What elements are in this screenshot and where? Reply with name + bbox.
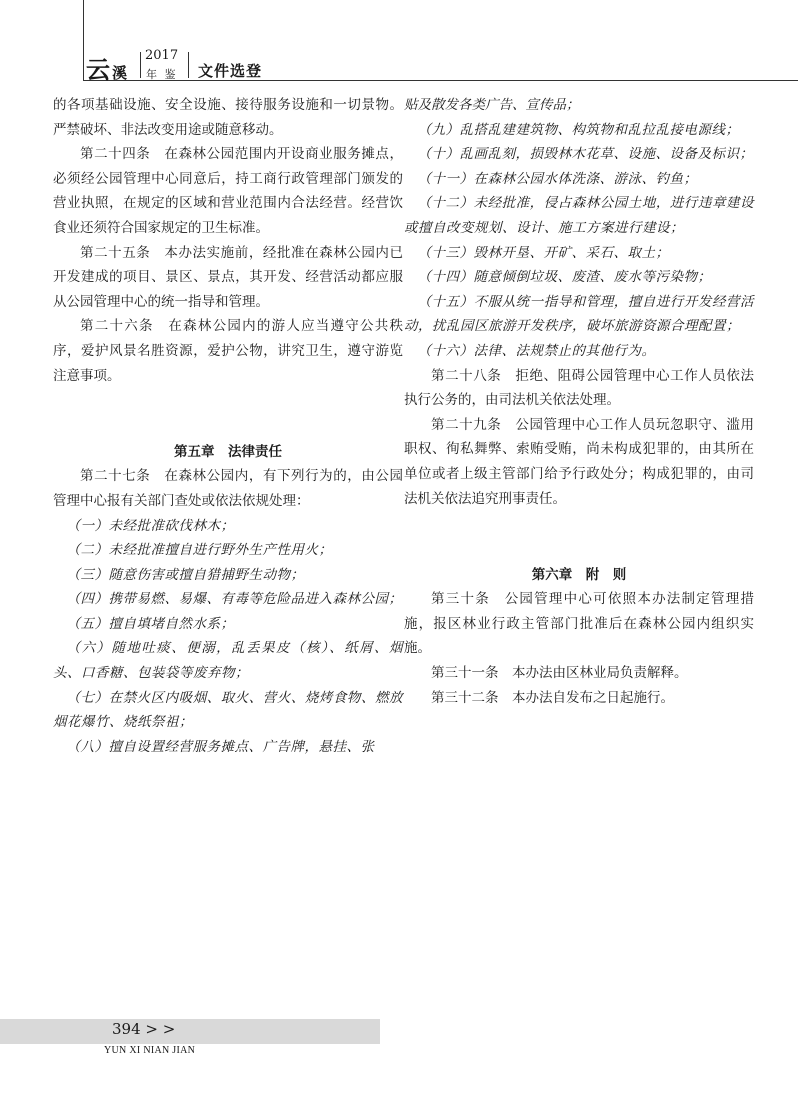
- article-paragraph: 第二十六条 在森林公园内的游人应当遵守公共秩序，爱护风景名胜资源，爱护公物，讲究卫生，遵守游览注意事项。: [53, 318, 403, 384]
- left-column: [53, 93, 403, 759]
- article-paragraph: 第二十九条 公园管理中心工作人员玩忽职守、滥用职权、徇私舞弊、索贿受贿，尚未构成犯罪的，由其所在单位或者上级主管部门给予行政处分；构成犯罪的，由司法机关依法追究刑事责任。: [404, 416, 754, 507]
- right-column: [404, 93, 754, 710]
- list-item: （三）随意伤害或擅自猎捕野生动物；: [66, 566, 305, 583]
- list-item: （十）乱画乱刻，损毁林木花草、设施、设备及标识；: [417, 146, 754, 163]
- chapter-heading: 第六章 附 则: [531, 566, 627, 583]
- article-paragraph: 第二十八条 拒绝、阻碍公园管理中心工作人员依法执行公务的，由司法机关依法处理。: [404, 367, 754, 409]
- list-item: （十一）在森林公园水体洗涤、游泳、钓鱼；: [417, 170, 698, 187]
- footer-publication-name: YUN XI NIAN JIAN: [104, 1045, 196, 1056]
- list-item: （一）未经批准砍伐林木；: [66, 517, 235, 534]
- logo-main-char: 云: [86, 55, 108, 84]
- article-paragraph: 第三十二条 本办法自发布之日起施行。: [431, 689, 674, 706]
- article-paragraph: 第二十七条 在森林公园内，有下列行为的，由公园管理中心报有关部门查处或依法依规处理：: [53, 468, 403, 509]
- header-separator: [188, 52, 189, 78]
- list-item: （十三）毁林开垦、开矿、采石、取土；: [417, 244, 670, 261]
- list-item: （四）携带易燃、易爆、有毒等危险品进入森林公园；: [66, 591, 403, 608]
- continued-text: 贴及散发各类广告、宣传品；: [404, 97, 580, 113]
- header-separator: [140, 52, 141, 78]
- header-horizontal-rule: [83, 80, 798, 81]
- article-paragraph: 第二十五条 本办法实施前，经批准在森林公园内已开发建成的项目、景区、景点，其开发、经营活动都应服从公园管理中心的统一指导和管理。: [53, 244, 403, 310]
- spacer: [53, 402, 403, 427]
- list-item: （五）擅自填堵自然水系；: [66, 615, 235, 632]
- logo-small-char: 溪: [112, 64, 126, 82]
- header-yearbook: 年 鉴: [146, 68, 178, 81]
- list-item: （十四）随意倾倒垃圾、废渣、废水等污染物；: [417, 269, 712, 286]
- spacer: [404, 525, 754, 550]
- continued-text: 的各项基础设施、安全设施、接待服务设施和一切景物。严禁破坏、非法改变用途或随意移动。: [53, 97, 403, 138]
- page-number: 394 > >: [112, 1020, 176, 1038]
- list-item: （九）乱搭乱建建筑物、构筑物和乱拉乱接电源线；: [417, 121, 740, 138]
- section-title: 文件选登: [198, 62, 263, 80]
- yearbook-logo: [86, 50, 125, 85]
- list-item: （十五）不服从统一指导和管理，擅自进行开发经营活动，扰乱园区旅游开发秩序，破坏旅游资源合理配置；: [404, 293, 754, 335]
- header-year: 2017: [145, 48, 179, 63]
- footer-bar: [0, 1019, 380, 1044]
- list-item: （六）随地吐痰、便溺，乱丢果皮（核）、纸屑、烟头、口香糖、包装袋等废弃物；: [53, 640, 403, 682]
- header-vertical-rule: [83, 0, 84, 80]
- chapter-heading: 第五章 法律责任: [174, 443, 282, 460]
- list-item: （二）未经批准擅自进行野外生产性用火；: [66, 542, 333, 559]
- list-item: （十二）未经批准，侵占森林公园土地，进行违章建设或擅自改变规划、设计、施工方案进行建设；: [404, 195, 754, 236]
- list-item: （十六）法律、法规禁止的其他行为。: [417, 342, 656, 359]
- list-item: （七）在禁火区内吸烟、取火、营火、烧烤食物、燃放烟花爆竹、烧纸祭祖；: [53, 689, 403, 731]
- article-paragraph: 第三十一条 本办法由区林业局负责解释。: [431, 665, 688, 682]
- article-paragraph: 第二十四条 在森林公园范围内开设商业服务摊点，必须经公园管理中心同意后，持工商行政管理部门颁发的营业执照，在规定的区域和营业范围内合法经营。经营饮食业还须符合国家规定的卫生标准。: [53, 146, 403, 236]
- list-item: （八）擅自设置经营服务摊点、广告牌，悬挂、张: [66, 738, 375, 755]
- article-paragraph: 第三十条 公园管理中心可依照本办法制定管理措施，报区林业行政主管部门批准后在森林公园内组织实施。: [404, 591, 754, 657]
